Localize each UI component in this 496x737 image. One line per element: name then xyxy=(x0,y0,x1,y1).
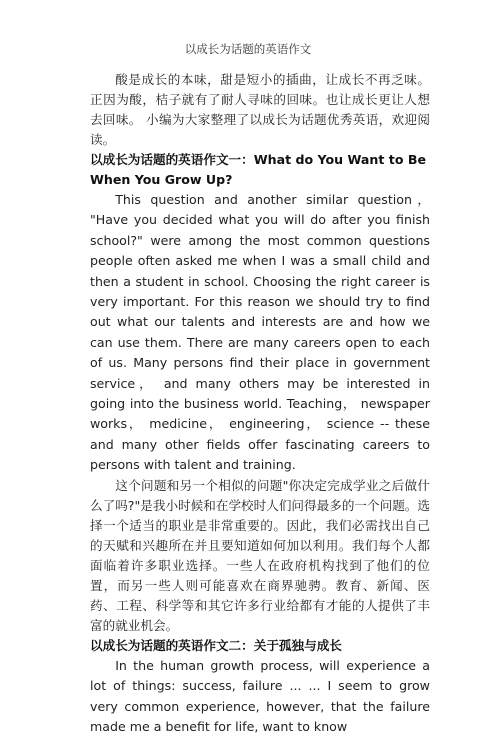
essay1-heading: 以成长为话题的英语作文一：What do You Want to Be When You Grow Up? xyxy=(90,152,427,187)
document-body xyxy=(90,70,430,737)
essay2-heading: 以成长为话题的英语作文二：关于孤独与成长 xyxy=(90,637,342,653)
intro-paragraph: 酸是成长的本味，甜是短小的插曲，让成长不再乏味。正因为酸，桔子就有了耐人寻味的回味。也让成长更让人想去回味。 小编为大家整理了以成长为话题优秀英语，欢迎阅读。 xyxy=(90,72,430,147)
document-title: 以成长为话题的英语作文 xyxy=(184,42,312,56)
essay2-paragraph-en: In the human growth process, will experience a lot of things: success, failure ... ... I seem to grow very common experience, however, that the failure made me a benefit for life, want to know xyxy=(90,657,430,734)
essay1-paragraph-cn: 这个问题和另一个相似的问题"你决定完成学业之后做什么了吗?"是我小时候和在学校时人们问得最多的一个问题。选择一个适当的职业是非常重要的。因此，我们必需找出自己的天赋和兴趣所在并且要知道如何加以利用。我们每个人都面临着许多职业选择。一些人在政府机构找到了他们的位置，而另一些人则可能喜欢在商界驰骋。教育、新闻、医药、工程、科学等和其它许多行业给都有才能的人提供了丰富的就业机会。 xyxy=(90,477,430,633)
essay1-paragraph-en: This question and another similar question， "Have you decided what you will do after you finish school?" were among the most common questions people often asked me when I was a small child and then a student in school. Choosing the right career is very important. For this reason we should try to find out what our talents and interests are and how we can use them. There are many careers open to each of us. Many persons find their place in government service， and many others may be interested in going into the business world. Teaching， newspaper works， medicine， engineering， science -- these and many other fields offer fascinating careers to persons with talent and training. xyxy=(90,192,430,473)
